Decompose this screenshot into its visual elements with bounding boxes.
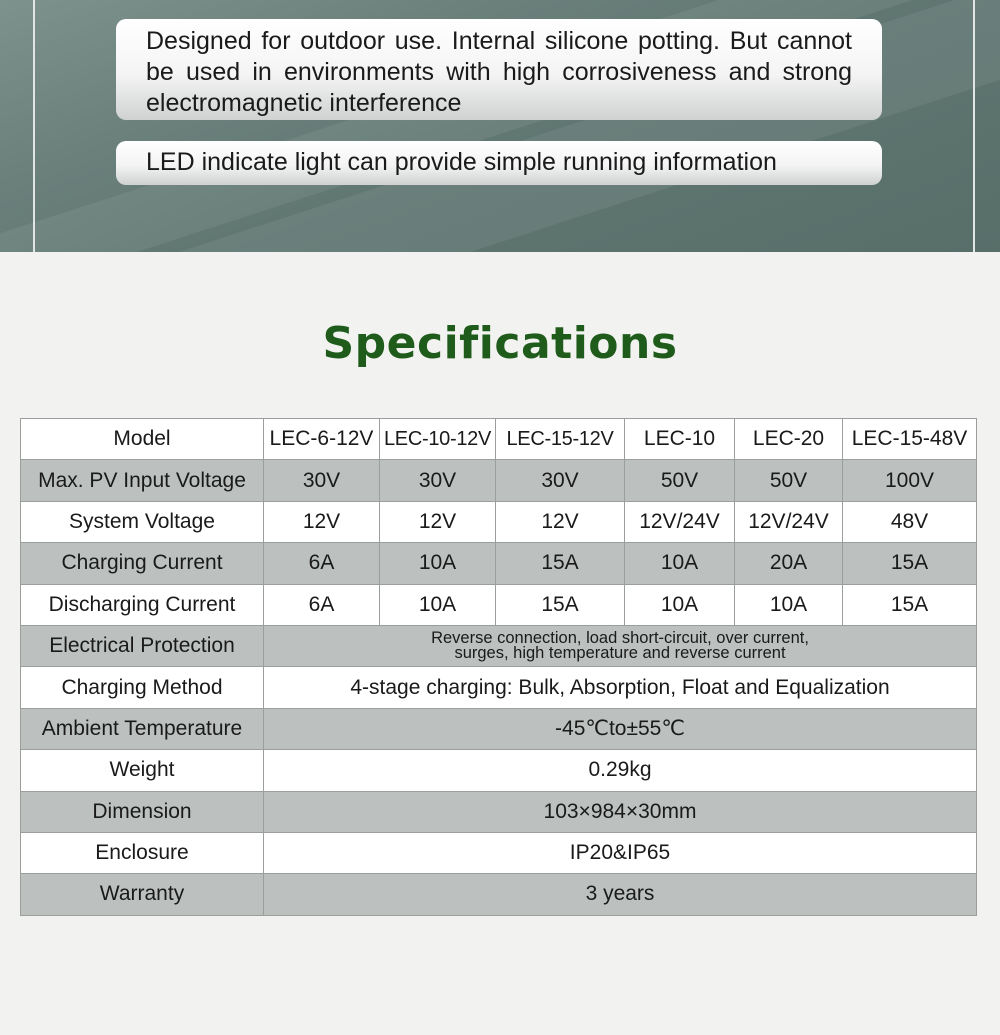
table-row-model bbox=[21, 419, 977, 460]
value-cell: 10A bbox=[735, 584, 843, 625]
table-row-discharging-current bbox=[21, 584, 977, 625]
value-cell: 30V bbox=[264, 460, 380, 501]
value-cell: 12V/24V bbox=[735, 501, 843, 542]
row-label: Model bbox=[21, 419, 264, 460]
row-label: Dimension bbox=[21, 791, 264, 832]
shared-value-cell: 3 years bbox=[264, 874, 977, 915]
value-cell: 48V bbox=[843, 501, 977, 542]
model-cell: LEC-20 bbox=[735, 419, 843, 460]
feature-led-indicator: LED indicate light can provide simple running information bbox=[116, 141, 882, 185]
feature-banner bbox=[0, 0, 1000, 252]
row-label: Discharging Current bbox=[21, 584, 264, 625]
table-row-system-voltage bbox=[21, 501, 977, 542]
shared-value-cell: 0.29kg bbox=[264, 750, 977, 791]
shared-value-cell: 103×984×30mm bbox=[264, 791, 977, 832]
value-cell: 12V bbox=[496, 501, 625, 542]
value-cell: 12V bbox=[380, 501, 496, 542]
value-cell: 10A bbox=[625, 584, 735, 625]
row-label: System Voltage bbox=[21, 501, 264, 542]
value-cell: 10A bbox=[625, 543, 735, 584]
model-cell: LEC-10-12V bbox=[380, 419, 496, 460]
value-cell: 6A bbox=[264, 584, 380, 625]
value-cell: 20A bbox=[735, 543, 843, 584]
value-cell: 15A bbox=[843, 584, 977, 625]
shared-value-cell: -45℃to±55℃ bbox=[264, 708, 977, 749]
row-label: Electrical Protection bbox=[21, 625, 264, 666]
table-row-electrical-protection bbox=[21, 625, 977, 666]
value-cell: 30V bbox=[380, 460, 496, 501]
value-cell: 12V/24V bbox=[625, 501, 735, 542]
table-row-max-pv-input-voltage bbox=[21, 460, 977, 501]
table-row-warranty bbox=[21, 874, 977, 915]
model-cell: LEC-15-12V bbox=[496, 419, 625, 460]
shared-value-cell: 4-stage charging: Bulk, Absorption, Float and Equalization bbox=[264, 667, 977, 708]
table-row-dimension bbox=[21, 791, 977, 832]
row-label: Charging Method bbox=[21, 667, 264, 708]
value-cell: 50V bbox=[735, 460, 843, 501]
row-label: Max. PV Input Voltage bbox=[21, 460, 264, 501]
row-label: Warranty bbox=[21, 874, 264, 915]
value-cell: 10A bbox=[380, 543, 496, 584]
protection-line-2: surges, high temperature and reverse current bbox=[454, 644, 786, 663]
value-cell: 12V bbox=[264, 501, 380, 542]
value-cell: 30V bbox=[496, 460, 625, 501]
row-label: Charging Current bbox=[21, 543, 264, 584]
value-cell: 100V bbox=[843, 460, 977, 501]
model-cell: LEC-10 bbox=[625, 419, 735, 460]
row-label: Enclosure bbox=[21, 832, 264, 873]
banner-left-line bbox=[33, 0, 35, 252]
specifications-table bbox=[20, 418, 977, 916]
shared-value-cell: IP20&IP65 bbox=[264, 832, 977, 873]
value-cell: 15A bbox=[496, 543, 625, 584]
table-row-enclosure bbox=[21, 832, 977, 873]
feature-outdoor-use: Designed for outdoor use. Internal silicone potting. But cannot be used in environments with high corrosiveness and strong electromagnetic interference bbox=[116, 19, 882, 120]
model-cell: LEC-6-12V bbox=[264, 419, 380, 460]
row-label: Weight bbox=[21, 750, 264, 791]
banner-right-line bbox=[973, 0, 975, 252]
table-row-charging-current bbox=[21, 543, 977, 584]
table-row-ambient-temperature bbox=[21, 708, 977, 749]
table-row-charging-method bbox=[21, 667, 977, 708]
row-label: Ambient Temperature bbox=[21, 708, 264, 749]
value-cell: 15A bbox=[843, 543, 977, 584]
shared-value-cell bbox=[264, 625, 977, 666]
table-row-weight bbox=[21, 750, 977, 791]
protection-line-1: Reverse connection, load short-circuit, over current, bbox=[431, 629, 809, 648]
value-cell: 6A bbox=[264, 543, 380, 584]
value-cell: 50V bbox=[625, 460, 735, 501]
value-cell: 10A bbox=[380, 584, 496, 625]
model-cell: LEC-15-48V bbox=[843, 419, 977, 460]
specifications-title: Specifications bbox=[322, 318, 678, 369]
value-cell: 15A bbox=[496, 584, 625, 625]
